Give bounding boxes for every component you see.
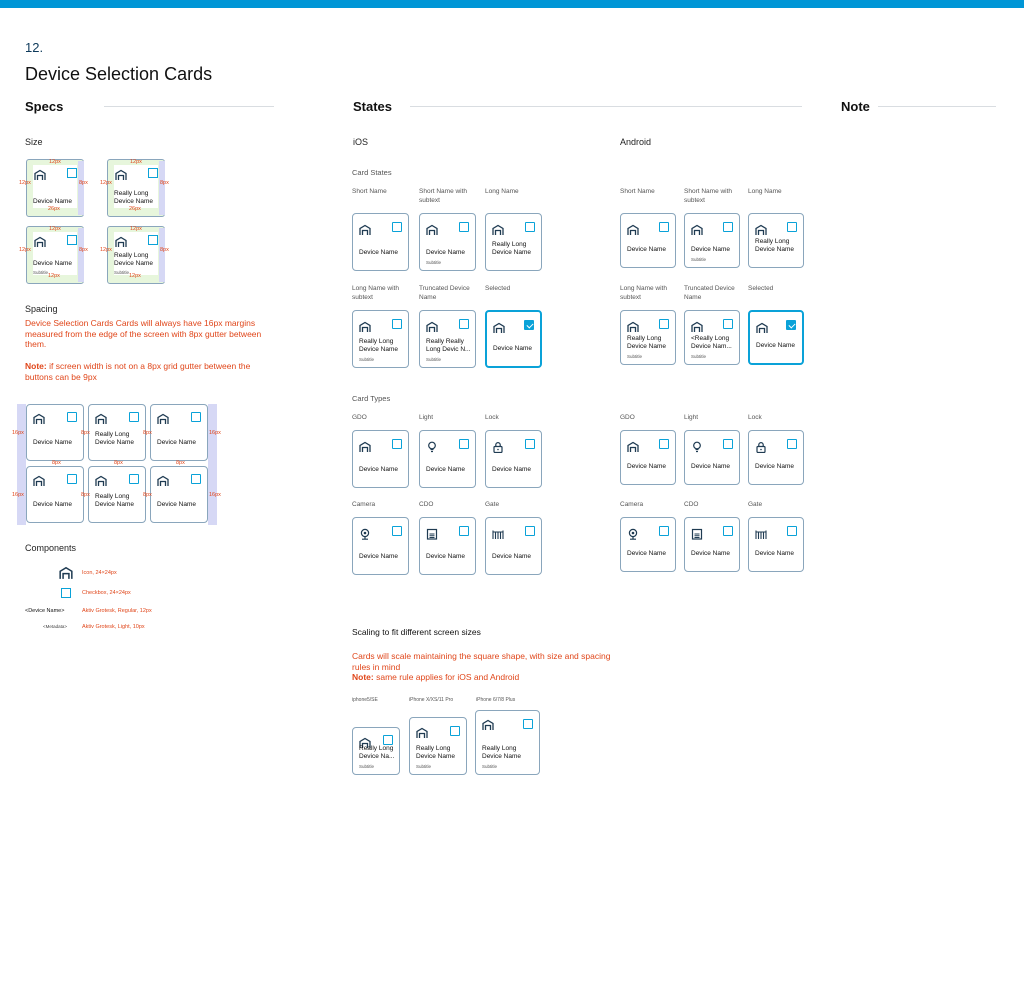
device-card[interactable]	[352, 517, 409, 575]
device-card[interactable]	[684, 213, 740, 268]
card-states-title: Card States	[352, 168, 392, 177]
card-checkbox[interactable]	[524, 320, 534, 330]
card-checkbox[interactable]	[129, 474, 139, 484]
margin-label: 8px	[79, 247, 88, 253]
card-device-name: Device Name	[157, 439, 197, 446]
scaling-note-label: Note:	[352, 672, 374, 682]
android-state-label: Short Name	[620, 188, 655, 195]
garage-icon	[95, 474, 107, 486]
garage-icon	[157, 412, 169, 424]
garage-icon	[33, 412, 45, 424]
margin-guide	[78, 161, 84, 215]
card-checkbox[interactable]	[659, 439, 669, 449]
android-state-label: Long Name	[748, 188, 782, 195]
device-card[interactable]	[419, 430, 476, 488]
garage-icon	[493, 321, 505, 333]
ios-state-label: Camera	[352, 501, 376, 508]
device-card[interactable]	[88, 404, 146, 461]
margin-label: 12px	[130, 159, 142, 165]
device-card[interactable]	[485, 310, 542, 368]
garage-icon	[756, 321, 768, 333]
card-checkbox[interactable]	[129, 412, 139, 422]
card-device-name: Really Long Device Name	[416, 745, 456, 760]
card-checkbox[interactable]	[659, 319, 669, 329]
camera-icon	[359, 527, 371, 539]
margin-label: 8px	[81, 430, 90, 436]
device-card[interactable]	[26, 466, 84, 523]
card-checkbox[interactable]	[659, 526, 669, 536]
garage-icon	[426, 320, 438, 332]
card-device-name: Device Name	[426, 466, 466, 473]
spec-device-name: Really Long Device Name	[114, 252, 154, 267]
camera-icon	[627, 527, 639, 539]
card-checkbox[interactable]	[450, 726, 460, 736]
device-card[interactable]	[748, 310, 804, 365]
android-state-label: Lock	[748, 414, 762, 421]
device-card[interactable]	[485, 517, 542, 575]
device-card[interactable]	[419, 310, 476, 368]
card-device-name: Device Name	[627, 550, 667, 557]
device-card[interactable]	[352, 727, 400, 775]
card-checkbox[interactable]	[787, 439, 797, 449]
card-device-name: Device Name	[493, 345, 533, 352]
margin-label: 8px	[52, 460, 61, 466]
component-meta-label: Aktiv Grotesk, Light, 10px	[82, 624, 145, 630]
margin-guide	[208, 404, 217, 525]
android-state-label: Long Name with subtext	[620, 285, 667, 301]
card-subtitle: Subtitle	[482, 764, 498, 769]
card-device-name: Device Name	[359, 249, 399, 256]
card-checkbox[interactable]	[392, 222, 402, 232]
spacing-note	[25, 361, 275, 382]
card-checkbox[interactable]	[525, 439, 535, 449]
device-card[interactable]	[352, 310, 409, 368]
card-subtitle: Subtitle	[359, 357, 375, 362]
garage-icon	[33, 474, 45, 486]
ios-state-label: Truncated Device Name	[419, 285, 470, 301]
label-iphonex: iPhone X/XS/11 Pro	[409, 697, 454, 703]
card-checkbox[interactable]	[459, 319, 469, 329]
card-device-name: Device Name	[691, 550, 731, 557]
scaling-note	[352, 672, 612, 683]
card-device-name: Device Name	[426, 249, 466, 256]
margin-label: 8px	[160, 247, 169, 253]
spec-device-name: Device Name	[33, 198, 73, 205]
garage-icon	[627, 223, 639, 235]
margin-label: 12px	[129, 273, 141, 279]
card-device-name: Device Name	[755, 550, 795, 557]
margin-guide	[159, 228, 165, 282]
margin-guide	[159, 161, 165, 215]
label-iphone678: iPhone 6/7/8 Plus	[476, 697, 516, 703]
card-checkbox[interactable]	[523, 719, 533, 729]
card-device-name: Device Name	[359, 553, 399, 560]
card-types-title: Card Types	[352, 394, 391, 403]
spec-device-name: Device Name	[33, 260, 73, 267]
device-card[interactable]	[620, 430, 676, 485]
ios-state-label: Selected	[485, 285, 511, 292]
states-rule	[410, 106, 802, 107]
device-card[interactable]	[748, 213, 804, 268]
card-device-name: Device Name	[33, 439, 73, 446]
card-device-name: Device Name	[627, 463, 667, 470]
margin-label: 8px	[79, 180, 88, 186]
spec-device-name: Really Long Device Name	[114, 190, 154, 205]
device-card[interactable]	[409, 717, 467, 775]
margin-label: 12px	[130, 226, 142, 232]
device-card[interactable]	[419, 213, 476, 271]
device-card[interactable]	[150, 466, 208, 523]
gate-icon	[755, 527, 767, 539]
garage-icon	[359, 320, 371, 332]
card-subtitle: Subtitle	[627, 354, 643, 359]
cdo-icon	[691, 527, 703, 539]
spec-subtitle: Subtitle	[114, 270, 130, 275]
card-checkbox[interactable]	[459, 439, 469, 449]
checkbox-icon	[148, 235, 158, 245]
garage-icon	[34, 235, 46, 253]
card-checkbox[interactable]	[723, 319, 733, 329]
card-device-name: Really Long Device Name	[482, 745, 522, 760]
light-icon	[426, 440, 438, 452]
card-device-name: Really Long Device Name	[492, 241, 532, 256]
card-checkbox[interactable]	[723, 222, 733, 232]
margin-label: 8px	[160, 180, 169, 186]
component-device-label: Aktiv Grotesk, Regular, 12px	[82, 608, 152, 614]
margin-label: 12px	[49, 226, 61, 232]
card-device-name: Device Name	[492, 466, 532, 473]
section-number: 12.	[25, 40, 44, 55]
garage-icon	[426, 223, 438, 235]
card-subtitle: Subtitle	[691, 257, 707, 262]
garage-icon	[115, 168, 127, 186]
device-card[interactable]	[475, 710, 540, 775]
margin-label: 16px	[12, 492, 24, 498]
margin-guide	[17, 404, 26, 525]
android-state-label: Camera	[620, 501, 644, 508]
component-meta-tag: <Metadata>	[43, 624, 68, 629]
device-card[interactable]	[485, 213, 542, 271]
device-card[interactable]	[684, 310, 740, 365]
garage-icon	[416, 726, 428, 738]
card-checkbox[interactable]	[459, 526, 469, 536]
components-title: Components	[25, 543, 77, 553]
garage-icon	[755, 223, 767, 235]
component-checkbox-label: Checkbox, 24×24px	[82, 590, 131, 596]
ios-state-label: GDO	[352, 414, 367, 421]
specs-rule	[104, 106, 274, 107]
margin-label: 8px	[143, 430, 152, 436]
android-state-label: GDO	[620, 414, 635, 421]
card-device-name: Device Name	[691, 246, 731, 253]
garage-icon	[627, 320, 639, 332]
card-checkbox[interactable]	[392, 439, 402, 449]
margin-label: 8px	[143, 492, 152, 498]
component-device-tag: <Device Name>	[25, 608, 65, 614]
lock-icon	[492, 440, 504, 452]
ios-state-label: Short Name	[352, 188, 387, 195]
card-device-name: Device Name	[426, 553, 466, 560]
card-device-name: Really Really Long Devic N...	[426, 338, 471, 353]
card-checkbox[interactable]	[723, 439, 733, 449]
card-checkbox[interactable]	[67, 474, 77, 484]
card-device-name: Device Name	[755, 463, 795, 470]
spec-card-content	[33, 165, 77, 208]
card-checkbox[interactable]	[67, 412, 77, 422]
garage-icon	[359, 223, 371, 235]
card-device-name: Device Name	[359, 466, 399, 473]
spacing-text: Device Selection Cards Cards will always have 16px margins measured from the edge of the screen with 8px gutter between them.	[25, 318, 262, 349]
card-checkbox[interactable]	[723, 526, 733, 536]
garage-icon	[691, 223, 703, 235]
device-card[interactable]	[352, 430, 409, 488]
states-heading: States	[353, 99, 393, 114]
device-card[interactable]	[150, 404, 208, 461]
margin-label: 8px	[114, 460, 123, 466]
card-checkbox[interactable]	[191, 474, 201, 484]
scaling-title: Scaling to fit different screen sizes	[352, 627, 481, 637]
light-icon	[691, 440, 703, 452]
device-card[interactable]	[684, 517, 740, 572]
specs-heading: Specs	[25, 99, 64, 114]
device-card[interactable]	[419, 517, 476, 575]
card-subtitle: Subtitle	[691, 354, 707, 359]
ios-state-label: Short Name with subtext	[419, 188, 468, 204]
ios-state-label: Light	[419, 414, 434, 421]
margin-label: 12px	[100, 247, 112, 253]
margin-label: 26px	[48, 206, 60, 212]
android-state-label: Light	[684, 414, 699, 421]
ios-title: iOS	[353, 137, 369, 147]
garage-icon	[359, 440, 371, 452]
lock-icon	[755, 440, 767, 452]
card-checkbox[interactable]	[392, 526, 402, 536]
page-title: Device Selection Cards	[25, 64, 213, 84]
garage-icon	[482, 718, 494, 730]
device-card[interactable]	[620, 310, 676, 365]
card-checkbox[interactable]	[787, 526, 797, 536]
component-checkbox	[61, 588, 71, 598]
card-device-name: Really Long Device Name	[627, 335, 667, 350]
spec-subtitle: Subtitle	[33, 270, 49, 275]
spec-card-content	[114, 232, 158, 275]
android-state-label: Gate	[748, 501, 763, 508]
checkbox-icon	[67, 235, 77, 245]
garage-icon	[115, 235, 127, 253]
card-checkbox[interactable]	[525, 526, 535, 536]
card-device-name: Really Long Device Na...	[359, 745, 395, 760]
cdo-icon	[426, 527, 438, 539]
margin-label: 12px	[48, 273, 60, 279]
device-card[interactable]	[684, 430, 740, 485]
margin-label: 26px	[129, 206, 141, 212]
component-icon-label: Icon, 24×24px	[82, 570, 117, 576]
card-device-name: Device Name	[492, 553, 532, 560]
card-checkbox[interactable]	[383, 735, 393, 745]
margin-label: 16px	[12, 430, 24, 436]
margin-guide	[78, 228, 84, 282]
top-accent-bar	[0, 0, 1024, 8]
ios-state-label: Long Name	[485, 188, 519, 195]
card-device-name: Device Name	[756, 342, 796, 349]
ios-state-label: CDO	[419, 501, 434, 508]
spec-card-content	[114, 165, 158, 208]
android-state-label: Selected	[748, 285, 774, 292]
card-checkbox[interactable]	[786, 320, 796, 330]
card-device-name: Really Long Device Name	[359, 338, 399, 353]
card-checkbox[interactable]	[659, 222, 669, 232]
note-rule	[878, 106, 996, 107]
card-checkbox[interactable]	[787, 222, 797, 232]
garage-icon	[34, 168, 46, 186]
note-heading: Note	[841, 99, 870, 114]
device-card[interactable]	[88, 466, 146, 523]
card-device-name: Really Long Device Name	[95, 493, 135, 508]
android-title: Android	[620, 137, 652, 147]
card-subtitle: Subtitle	[426, 260, 442, 265]
spacing-note-label: Note:	[25, 361, 47, 371]
device-card[interactable]	[620, 517, 676, 572]
spacing-title: Spacing	[25, 304, 58, 314]
size-title: Size	[25, 137, 43, 147]
card-device-name: Device Name	[691, 463, 731, 470]
garage-icon	[492, 223, 504, 235]
device-card[interactable]	[26, 404, 84, 461]
device-card[interactable]	[485, 430, 542, 488]
scaling-text: Cards will scale maintaining the square shape, with size and spacing rules in mind	[352, 651, 611, 672]
margin-label: 12px	[49, 159, 61, 165]
card-checkbox[interactable]	[459, 222, 469, 232]
ios-state-label: Gate	[485, 501, 500, 508]
ios-state-label: Long Name with subtext	[352, 285, 399, 301]
device-card[interactable]	[748, 430, 804, 485]
android-state-label: Short Name with subtext	[684, 188, 733, 204]
margin-label: 16px	[209, 430, 221, 436]
garage-icon	[691, 320, 703, 332]
margin-label: 12px	[19, 247, 31, 253]
card-device-name: Really Long Device Name	[95, 431, 135, 446]
card-checkbox[interactable]	[191, 412, 201, 422]
label-iphone5: iphone5/SE	[352, 697, 378, 703]
ios-state-label: Lock	[485, 414, 499, 421]
card-subtitle: Subtitle	[416, 764, 432, 769]
margin-label: 8px	[176, 460, 185, 466]
card-subtitle: Subtitle	[426, 357, 442, 362]
device-card[interactable]	[620, 213, 676, 268]
margin-label: 12px	[19, 180, 31, 186]
margin-label: 16px	[209, 492, 221, 498]
card-device-name: Really Long Device Name	[755, 238, 795, 253]
card-checkbox[interactable]	[392, 319, 402, 329]
spec-card-content	[33, 232, 77, 275]
component-garage-icon	[59, 566, 73, 580]
margin-label: 8px	[81, 492, 90, 498]
android-state-label: CDO	[684, 501, 699, 508]
spacing-note-text: if screen width is not on a 8px grid gutter between the buttons can be 9px	[25, 361, 251, 382]
garage-icon	[95, 412, 107, 424]
card-subtitle: Subtitle	[359, 764, 375, 769]
device-card[interactable]	[352, 213, 409, 271]
device-card[interactable]	[748, 517, 804, 572]
scaling-note-text: same rule applies for iOS and Android	[373, 672, 520, 682]
garage-icon	[627, 440, 639, 452]
card-device-name: Device Name	[33, 501, 73, 508]
card-device-name: Device Name	[157, 501, 197, 508]
garage-icon	[157, 474, 169, 486]
card-device-name: <Really Long Device Nam...	[691, 335, 732, 350]
margin-label: 12px	[100, 180, 112, 186]
android-state-label: Truncated Device Name	[684, 285, 735, 301]
checkbox-icon	[148, 168, 158, 178]
card-device-name: Device Name	[627, 246, 667, 253]
gate-icon	[492, 527, 504, 539]
checkbox-icon	[67, 168, 77, 178]
card-checkbox[interactable]	[525, 222, 535, 232]
